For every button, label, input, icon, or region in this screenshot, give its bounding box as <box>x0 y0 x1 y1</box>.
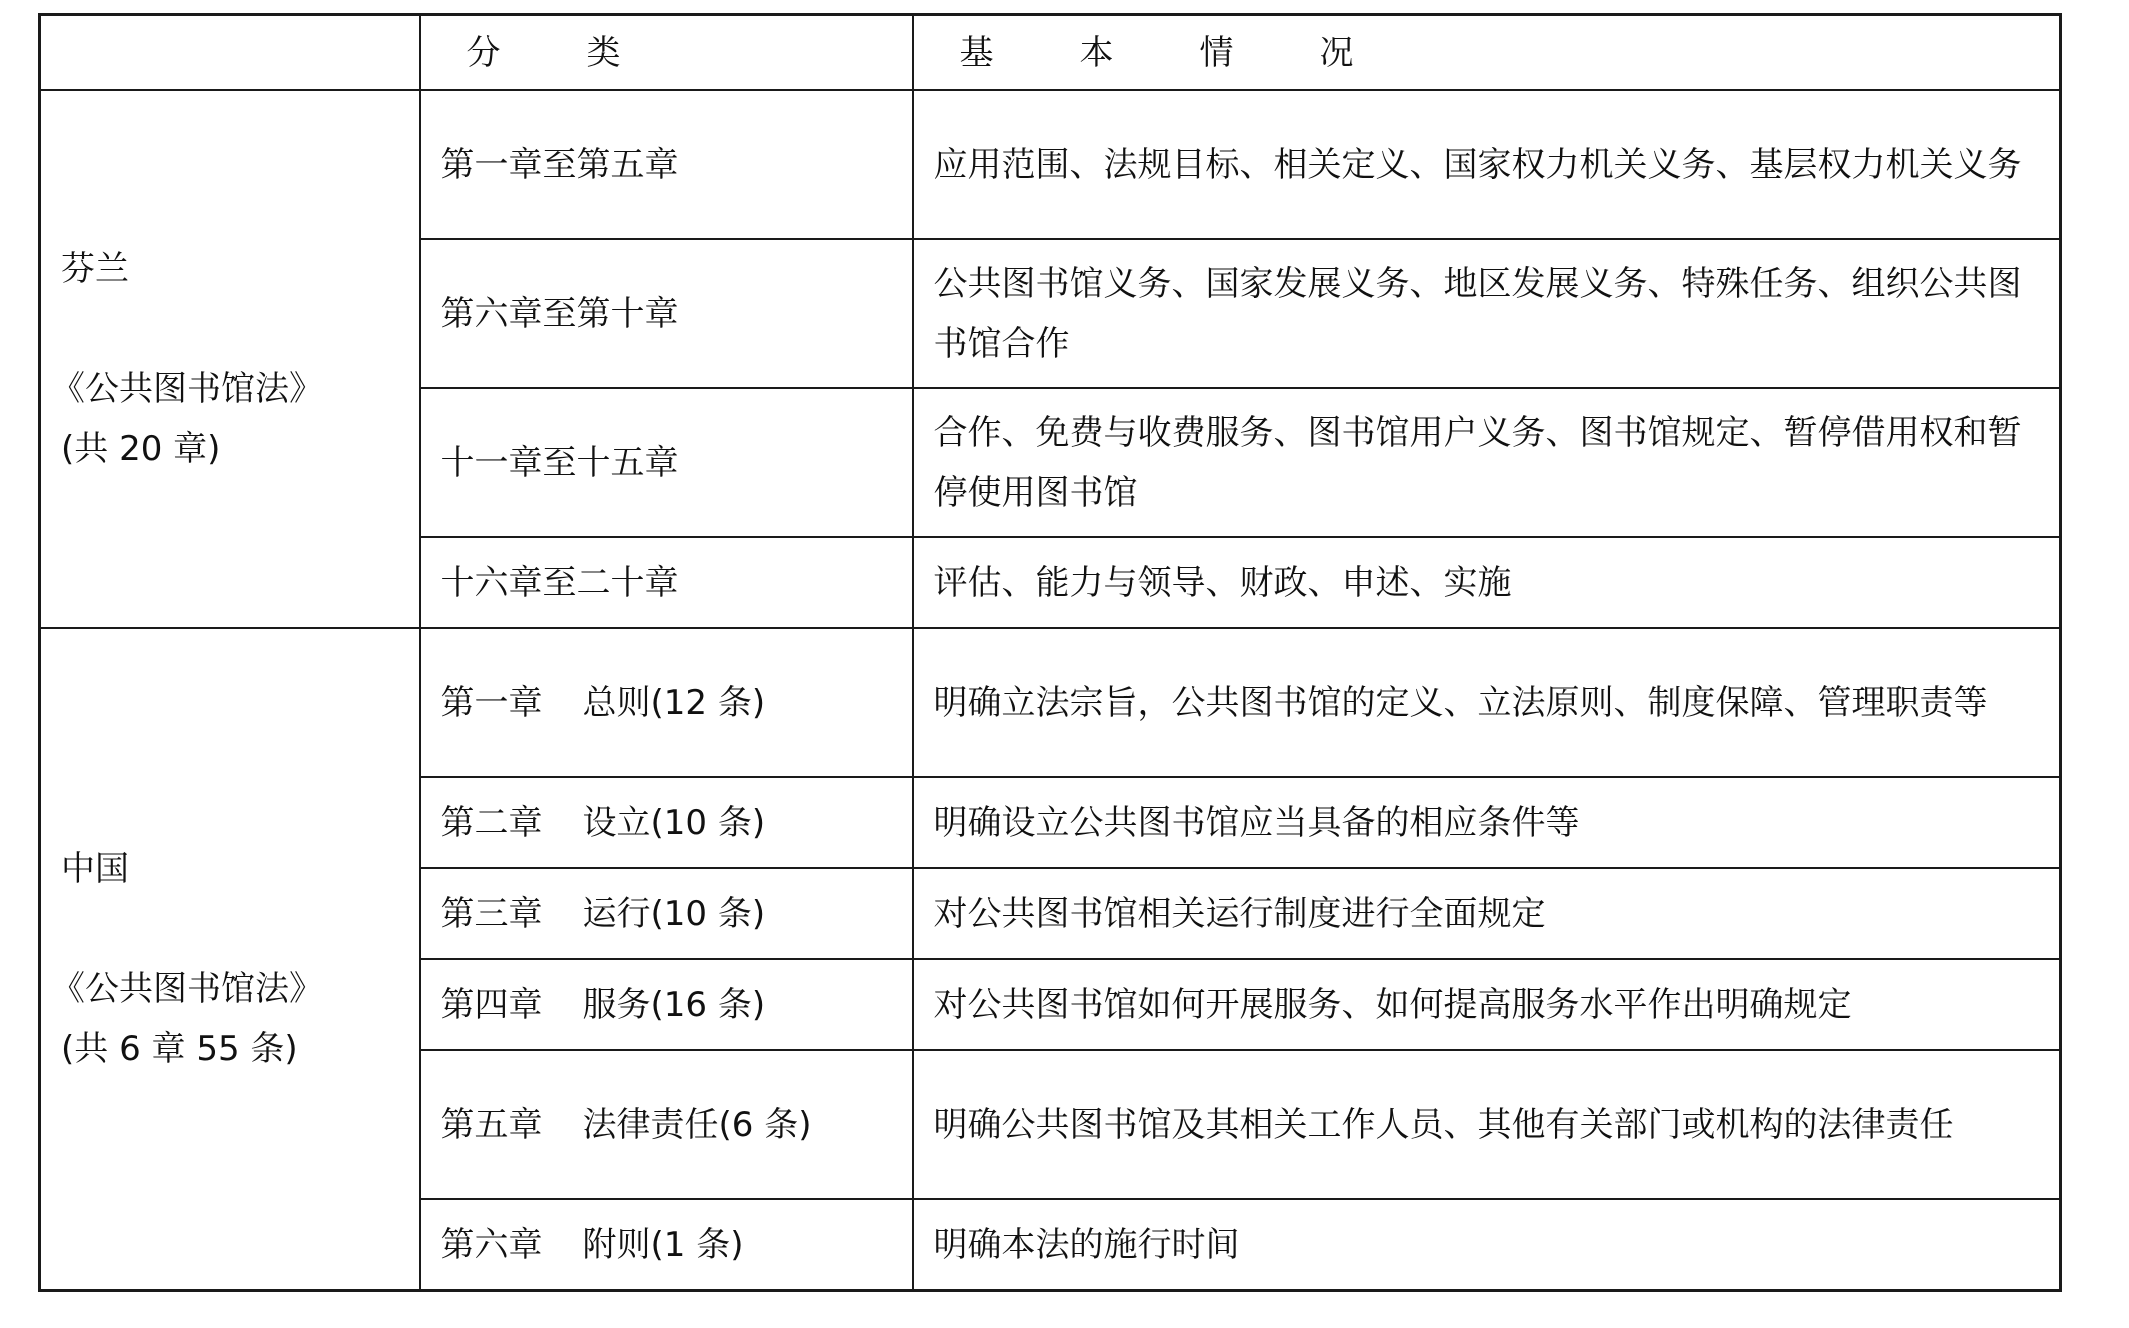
chapter-title: 总则(12 条) <box>582 682 766 723</box>
description-cell: 公共图书馆义务、国家发展义务、地区发展义务、特殊任务、组织公共图书馆合作 <box>913 239 2061 388</box>
country-name: 中国 <box>61 849 129 889</box>
table-row <box>40 628 2061 777</box>
law-count: (共 6 章 55 条) <box>61 1029 298 1069</box>
description-cell: 评估、能力与领导、财政、申述、实施 <box>913 537 2061 628</box>
chapter-title: 附则(1 条) <box>582 1224 744 1265</box>
chapter-label: 第四章 <box>440 984 543 1025</box>
description-cell: 明确立法宗旨，公共图书馆的定义、立法原则、制度保障、管理职责等 <box>913 628 2061 777</box>
category-cell <box>420 628 913 777</box>
category-cell <box>420 868 913 959</box>
category-cell: 第一章至第五章 <box>420 90 913 239</box>
comparison-table <box>38 13 2062 1292</box>
law-title: 《公共图书馆法》 <box>51 969 323 1009</box>
category-cell <box>420 1199 913 1291</box>
header-category: 分 类 <box>420 15 913 91</box>
chapter-label: 第三章 <box>440 893 543 934</box>
table-header-row <box>40 15 2061 91</box>
document-page <box>38 13 2059 1292</box>
table-row <box>40 90 2061 239</box>
header-empty <box>40 15 420 91</box>
chapter-label: 第五章 <box>440 1104 543 1145</box>
description-cell: 对公共图书馆相关运行制度进行全面规定 <box>913 868 2061 959</box>
header-description: 基 本 情 况 <box>913 15 2061 91</box>
country-cell-finland <box>40 90 420 628</box>
description-cell: 明确设立公共图书馆应当具备的相应条件等 <box>913 777 2061 868</box>
country-cell-china <box>40 628 420 1291</box>
description-cell: 合作、免费与收费服务、图书馆用户义务、图书馆规定、暂停借用权和暂停使用图书馆 <box>913 388 2061 537</box>
law-count: (共 20 章) <box>61 429 221 469</box>
chapter-label: 第一章 <box>440 682 543 723</box>
description-cell: 应用范围、法规目标、相关定义、国家权力机关义务、基层权力机关义务 <box>913 90 2061 239</box>
chapter-title: 法律责任(6 条) <box>582 1104 812 1145</box>
chapter-label: 第二章 <box>440 802 543 843</box>
description-cell: 明确公共图书馆及其相关工作人员、其他有关部门或机构的法律责任 <box>913 1050 2061 1199</box>
country-name: 芬兰 <box>61 249 129 289</box>
category-cell <box>420 959 913 1050</box>
category-cell <box>420 1050 913 1199</box>
chapter-title: 服务(16 条) <box>582 984 766 1025</box>
chapter-title: 运行(10 条) <box>582 893 766 934</box>
category-cell <box>420 777 913 868</box>
description-cell: 对公共图书馆如何开展服务、如何提高服务水平作出明确规定 <box>913 959 2061 1050</box>
category-cell: 十六章至二十章 <box>420 537 913 628</box>
category-cell: 十一章至十五章 <box>420 388 913 537</box>
description-cell: 明确本法的施行时间 <box>913 1199 2061 1291</box>
category-cell: 第六章至第十章 <box>420 239 913 388</box>
chapter-title: 设立(10 条) <box>582 802 766 843</box>
chapter-label: 第六章 <box>440 1224 543 1265</box>
law-title: 《公共图书馆法》 <box>51 369 323 409</box>
